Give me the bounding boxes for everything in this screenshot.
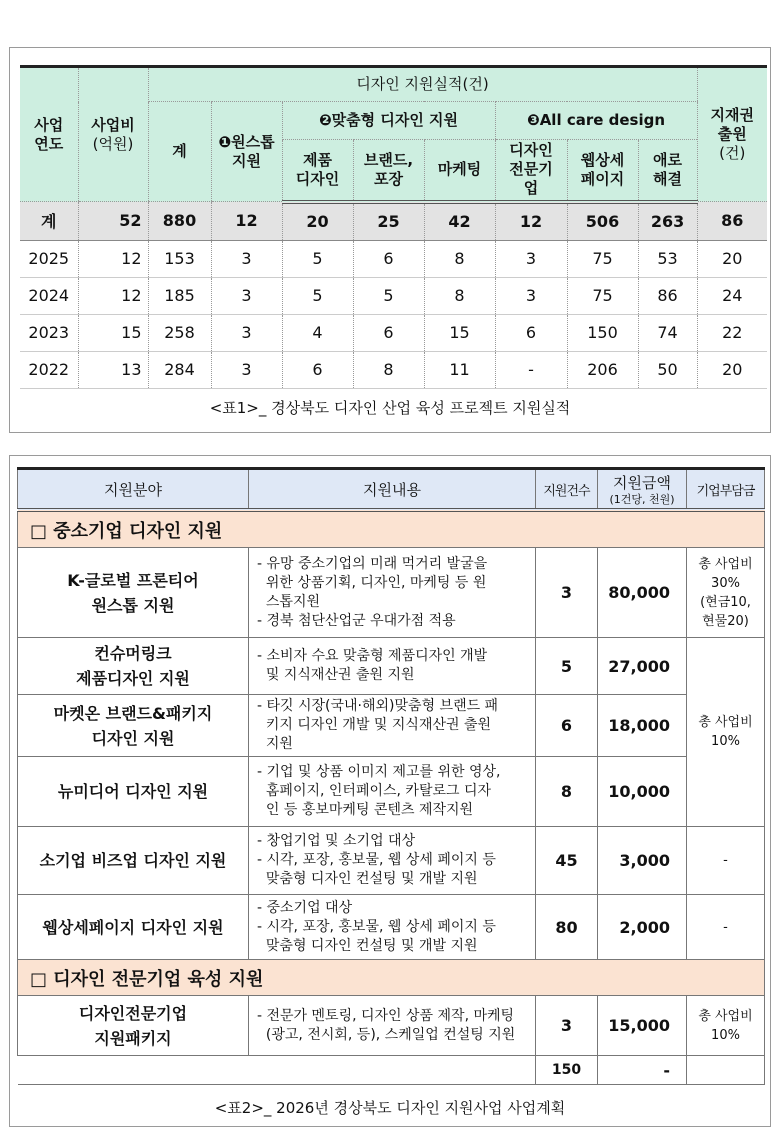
total-label xyxy=(18,1056,536,1085)
company-burden: 총 사업비 30% (현금10, 현물20) xyxy=(687,548,765,638)
amount-unit: (1건당, 천원) xyxy=(609,493,675,506)
amount-label: 지원금액 xyxy=(613,474,671,492)
support-amount: 27,000 xyxy=(598,638,687,695)
cell: 5 xyxy=(282,240,353,277)
total-row xyxy=(18,1056,765,1085)
support-amount: 10,000 xyxy=(598,757,687,827)
cell: 20 xyxy=(697,351,767,388)
program-name: 마켓온 브랜드&패키지 디자인 지원 xyxy=(18,695,249,757)
cell: 3 xyxy=(211,314,282,351)
cell: 5 xyxy=(353,277,424,314)
support-amount: 18,000 xyxy=(598,695,687,757)
program-description: - 소비자 수요 맞춤형 제품디자인 개발 및 지식재산권 출원 지원 xyxy=(249,638,536,695)
support-count: 3 xyxy=(536,996,598,1056)
cell: 86 xyxy=(638,277,697,314)
cell: 150 xyxy=(567,314,638,351)
program-description: - 유망 중소기업의 미래 먹거리 발굴을 위한 상품기획, 디자인, 마케팅 등 원 스톱지원 - 경북 첨단산업군 우대가점 적용 xyxy=(249,548,536,638)
header-product: 제품 디자인 xyxy=(282,140,353,202)
section-row xyxy=(18,960,765,996)
ip-label: 지재권 출원 xyxy=(710,106,755,143)
cell: 3 xyxy=(211,277,282,314)
cell: 8 xyxy=(424,240,495,277)
cell: 15 xyxy=(424,314,495,351)
table-row xyxy=(20,277,767,314)
total-amount: - xyxy=(598,1056,687,1085)
cell: 284 xyxy=(148,351,211,388)
table-row xyxy=(18,548,765,638)
header-count: 지원건수 xyxy=(536,469,598,511)
cell: 12 xyxy=(211,202,282,241)
section-title: □ 중소기업 디자인 지원 xyxy=(18,510,765,548)
cell: 3 xyxy=(495,277,567,314)
header-marketing: 마케팅 xyxy=(424,140,495,202)
table-row xyxy=(20,351,767,388)
header-year: 사업 연도 xyxy=(20,67,78,202)
header-trouble: 애로 해결 xyxy=(638,140,697,202)
cell: 75 xyxy=(567,240,638,277)
header-budget xyxy=(78,67,148,202)
program-name: K-글로벌 프론티어 원스톱 지원 xyxy=(18,548,249,638)
program-description: - 창업기업 및 소기업 대상 - 시각, 포장, 홍보물, 웹 상세 페이지 등 맞춤형 디자인 컨설팅 및 개발 지원 xyxy=(249,827,536,895)
header-onestop: ❶원스톱 지원 xyxy=(211,102,282,202)
cell: 20 xyxy=(282,202,353,241)
table-row xyxy=(18,638,765,695)
ip-unit: (건) xyxy=(719,144,746,162)
cell: 11 xyxy=(424,351,495,388)
table-row xyxy=(20,314,767,351)
cell: 8 xyxy=(424,277,495,314)
cell: 12 xyxy=(78,240,148,277)
cell: 75 xyxy=(567,277,638,314)
program-name: 소기업 비즈업 디자인 지원 xyxy=(18,827,249,895)
program-name: 웹상세페이지 디자인 지원 xyxy=(18,895,249,960)
support-count: 8 xyxy=(536,757,598,827)
cell: 153 xyxy=(148,240,211,277)
cell: 2022 xyxy=(20,351,78,388)
cell: 50 xyxy=(638,351,697,388)
performance-table xyxy=(20,65,767,389)
header-burden: 기업부담금 xyxy=(687,469,765,511)
cell: 24 xyxy=(697,277,767,314)
total-row xyxy=(20,202,767,241)
header-webpage: 웹상세 페이지 xyxy=(567,140,638,202)
cell: 2025 xyxy=(20,240,78,277)
support-count: 3 xyxy=(536,548,598,638)
table-row xyxy=(18,827,765,895)
cell: 880 xyxy=(148,202,211,241)
table2-caption: <표2>_ 2026년 경상북도 디자인 지원사업 사업계획 xyxy=(214,1099,566,1117)
header-total: 계 xyxy=(148,102,211,202)
support-count: 80 xyxy=(536,895,598,960)
header-amount xyxy=(598,469,687,511)
table2-frame xyxy=(9,455,771,1127)
support-amount: 3,000 xyxy=(598,827,687,895)
cell: 4 xyxy=(282,314,353,351)
program-name: 컨슈머링크 제품디자인 지원 xyxy=(18,638,249,695)
section-title: □ 디자인 전문기업 육성 지원 xyxy=(18,960,765,996)
budget-label: 사업비 xyxy=(91,115,135,134)
cell: - xyxy=(495,351,567,388)
table-row xyxy=(18,757,765,827)
section-row xyxy=(18,510,765,548)
cell: 52 xyxy=(78,202,148,241)
cell: 3 xyxy=(211,351,282,388)
company-burden: - xyxy=(687,827,765,895)
program-description: - 전문가 멘토링, 디자인 상품 제작, 마케팅 (광고, 전시회, 등), 스케일업 컨설팅 지원 xyxy=(249,996,536,1056)
table-row xyxy=(18,695,765,757)
plan-table xyxy=(17,467,765,1085)
cell: 263 xyxy=(638,202,697,241)
cell: 6 xyxy=(353,240,424,277)
cell: 2024 xyxy=(20,277,78,314)
program-description: - 기업 및 상품 이미지 제고를 위한 영상, 홈페이지, 인터페이스, 카탈로그 디자 인 등 홍보마케팅 콘텐츠 제작지원 xyxy=(249,757,536,827)
program-description: - 타깃 시장(국내·해외)맞춤형 브랜드 패 키지 디자인 개발 및 지식재산권 출원 지원 xyxy=(249,695,536,757)
cell: 2023 xyxy=(20,314,78,351)
header-content: 지원내용 xyxy=(249,469,536,511)
cell: 206 xyxy=(567,351,638,388)
support-count: 6 xyxy=(536,695,598,757)
cell: 계 xyxy=(20,202,78,241)
cell: 6 xyxy=(282,351,353,388)
support-amount: 15,000 xyxy=(598,996,687,1056)
total-count: 150 xyxy=(536,1056,598,1085)
cell: 25 xyxy=(353,202,424,241)
cell: 6 xyxy=(353,314,424,351)
cell: 12 xyxy=(78,277,148,314)
company-burden: - xyxy=(687,895,765,960)
total-burden xyxy=(687,1056,765,1085)
cell: 86 xyxy=(697,202,767,241)
cell: 3 xyxy=(495,240,567,277)
header-expert: 디자인 전문기 업 xyxy=(495,140,567,202)
support-amount: 80,000 xyxy=(598,548,687,638)
cell: 3 xyxy=(211,240,282,277)
header-performance: 디자인 지원실적(건) xyxy=(148,67,697,102)
header-brand: 브랜드, 포장 xyxy=(353,140,424,202)
company-burden: 총 사업비 10% xyxy=(687,638,765,827)
program-name: 디자인전문기업 지원패키지 xyxy=(18,996,249,1056)
budget-unit: (억원) xyxy=(92,134,134,153)
cell: 185 xyxy=(148,277,211,314)
header-field: 지원분야 xyxy=(18,469,249,511)
header-allcare: ❸All care design xyxy=(495,102,697,140)
header-custom: ❷맞춤형 디자인 지원 xyxy=(282,102,495,140)
cell: 5 xyxy=(282,277,353,314)
program-description: - 중소기업 대상 - 시각, 포장, 홍보물, 웹 상세 페이지 등 맞춤형 디자인 컨설팅 및 개발 지원 xyxy=(249,895,536,960)
table-row xyxy=(18,895,765,960)
support-amount: 2,000 xyxy=(598,895,687,960)
cell: 506 xyxy=(567,202,638,241)
table1-caption: <표1>_ 경상북도 디자인 산업 육성 프로젝트 지원실적 xyxy=(209,399,571,417)
cell: 8 xyxy=(353,351,424,388)
table-row xyxy=(20,240,767,277)
cell: 20 xyxy=(697,240,767,277)
support-count: 5 xyxy=(536,638,598,695)
cell: 74 xyxy=(638,314,697,351)
cell: 6 xyxy=(495,314,567,351)
program-name: 뉴미디어 디자인 지원 xyxy=(18,757,249,827)
table-row xyxy=(18,996,765,1056)
header-ip xyxy=(697,67,767,202)
company-burden: 총 사업비 10% xyxy=(687,996,765,1056)
header-row xyxy=(18,469,765,511)
cell: 42 xyxy=(424,202,495,241)
cell: 53 xyxy=(638,240,697,277)
cell: 258 xyxy=(148,314,211,351)
table1-frame xyxy=(9,47,771,433)
cell: 12 xyxy=(495,202,567,241)
cell: 15 xyxy=(78,314,148,351)
cell: 13 xyxy=(78,351,148,388)
cell: 22 xyxy=(697,314,767,351)
support-count: 45 xyxy=(536,827,598,895)
